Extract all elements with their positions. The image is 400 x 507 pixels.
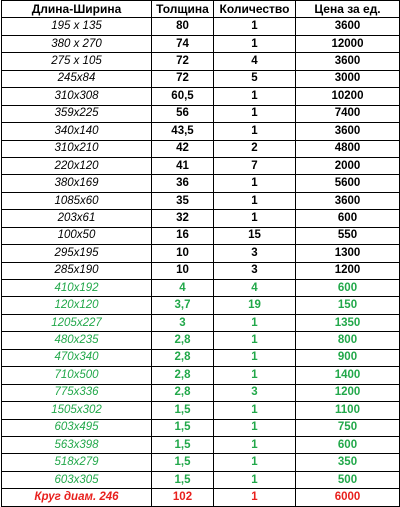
cell-price: 7400 [296,105,400,122]
table-row [2,332,400,349]
cell-thickness: 72 [152,53,214,70]
table-row [2,280,400,297]
cell-thickness: 1,5 [152,419,214,436]
table-row [2,70,400,87]
table-row [2,105,400,122]
cell-quantity: 1 [214,210,296,227]
cell-quantity: 1 [214,35,296,52]
cell-dims: 310x308 [2,88,152,105]
table-row [2,18,400,35]
cell-thickness: 1,5 [152,402,214,419]
cell-dims: 380 x 270 [2,35,152,52]
cell-price: 4800 [296,140,400,157]
cell-price: 750 [296,419,400,436]
cell-thickness: 3,7 [152,297,214,314]
cell-dims: 275 x 105 [2,53,152,70]
table-row [2,227,400,244]
cell-quantity: 1 [214,349,296,366]
cell-quantity: 1 [214,314,296,331]
cell-price: 550 [296,227,400,244]
cell-quantity: 1 [214,88,296,105]
cell-dims: 245x84 [2,70,152,87]
cell-price: 600 [296,280,400,297]
cell-dims: 470x340 [2,349,152,366]
cell-dims: 1205x227 [2,314,152,331]
header-price: Цена за ед. [296,1,400,18]
cell-thickness: 2,8 [152,384,214,401]
cell-price: 1400 [296,367,400,384]
cell-price: 1200 [296,262,400,279]
cell-price: 600 [296,436,400,453]
cell-dims: 603x495 [2,419,152,436]
cell-dims: 710x500 [2,367,152,384]
header-quantity: Количество [214,1,296,18]
table-row [2,402,400,419]
cell-quantity: 1 [214,454,296,471]
cell-thickness: 74 [152,35,214,52]
price-table [1,0,400,507]
cell-thickness: 80 [152,18,214,35]
cell-thickness: 16 [152,227,214,244]
cell-quantity: 1 [214,419,296,436]
cell-quantity: 4 [214,53,296,70]
cell-price: 150 [296,297,400,314]
table-row [2,245,400,262]
cell-price: 600 [296,210,400,227]
table-row [2,123,400,140]
cell-quantity: 1 [214,402,296,419]
header-dims: Длина-Ширина [2,1,152,18]
cell-quantity: 1 [214,332,296,349]
table-row [2,436,400,453]
cell-quantity: 4 [214,280,296,297]
table-row [2,262,400,279]
table-row [2,349,400,366]
cell-dims: Круг диам. 246 [2,489,152,506]
table-row [2,489,400,506]
cell-quantity: 1 [214,18,296,35]
cell-thickness: 3 [152,314,214,331]
cell-price: 10200 [296,88,400,105]
cell-dims: 518x279 [2,454,152,471]
cell-dims: 380x169 [2,175,152,192]
cell-quantity: 19 [214,297,296,314]
cell-dims: 563x398 [2,436,152,453]
cell-price: 1300 [296,245,400,262]
cell-quantity: 1 [214,367,296,384]
cell-thickness: 10 [152,262,214,279]
cell-price: 800 [296,332,400,349]
header-thickness: Толщина [152,1,214,18]
cell-thickness: 1,5 [152,436,214,453]
table-row [2,210,400,227]
cell-quantity: 2 [214,140,296,157]
cell-quantity: 15 [214,227,296,244]
table-row [2,53,400,70]
cell-quantity: 1 [214,192,296,209]
cell-price: 350 [296,454,400,471]
cell-quantity: 7 [214,157,296,174]
cell-thickness: 2,8 [152,332,214,349]
cell-price: 5600 [296,175,400,192]
cell-price: 1200 [296,384,400,401]
cell-dims: 203x61 [2,210,152,227]
cell-price: 3600 [296,53,400,70]
cell-thickness: 2,8 [152,349,214,366]
cell-thickness: 35 [152,192,214,209]
cell-price: 3600 [296,192,400,209]
cell-thickness: 4 [152,280,214,297]
cell-thickness: 42 [152,140,214,157]
cell-dims: 1085x60 [2,192,152,209]
table-row [2,384,400,401]
cell-quantity: 1 [214,123,296,140]
table-row [2,471,400,488]
cell-price: 3000 [296,70,400,87]
cell-quantity: 1 [214,471,296,488]
table-row [2,35,400,52]
cell-dims: 195 x 135 [2,18,152,35]
cell-thickness: 2,8 [152,367,214,384]
cell-dims: 359x225 [2,105,152,122]
table-row [2,314,400,331]
table-row [2,367,400,384]
cell-dims: 410x192 [2,280,152,297]
cell-thickness: 43,5 [152,123,214,140]
cell-quantity: 3 [214,245,296,262]
cell-quantity: 3 [214,262,296,279]
cell-thickness: 1,5 [152,454,214,471]
cell-price: 500 [296,471,400,488]
table-row [2,140,400,157]
cell-quantity: 1 [214,105,296,122]
cell-dims: 775x336 [2,384,152,401]
cell-quantity: 1 [214,175,296,192]
cell-price: 12000 [296,35,400,52]
cell-dims: 220x120 [2,157,152,174]
table-row [2,157,400,174]
cell-dims: 100x50 [2,227,152,244]
cell-dims: 295x195 [2,245,152,262]
cell-price: 3600 [296,18,400,35]
cell-dims: 285x190 [2,262,152,279]
cell-thickness: 1,5 [152,471,214,488]
cell-price: 1100 [296,402,400,419]
cell-dims: 1505x302 [2,402,152,419]
cell-thickness: 41 [152,157,214,174]
table-row [2,419,400,436]
table-row [2,192,400,209]
cell-quantity: 5 [214,70,296,87]
cell-price: 2000 [296,157,400,174]
table-row [2,454,400,471]
cell-dims: 603x305 [2,471,152,488]
cell-thickness: 72 [152,70,214,87]
cell-dims: 310x210 [2,140,152,157]
cell-price: 1350 [296,314,400,331]
cell-dims: 120x120 [2,297,152,314]
cell-thickness: 10 [152,245,214,262]
cell-thickness: 102 [152,489,214,506]
table-row [2,175,400,192]
cell-price: 6000 [296,489,400,506]
cell-quantity: 1 [214,436,296,453]
cell-dims: 480x235 [2,332,152,349]
cell-thickness: 36 [152,175,214,192]
table-row [2,88,400,105]
cell-thickness: 60,5 [152,88,214,105]
cell-quantity: 1 [214,489,296,506]
cell-thickness: 32 [152,210,214,227]
cell-dims: 340x140 [2,123,152,140]
cell-thickness: 56 [152,105,214,122]
table-header-row [2,1,400,18]
cell-price: 900 [296,349,400,366]
cell-price: 3600 [296,123,400,140]
cell-quantity: 3 [214,384,296,401]
table-row [2,297,400,314]
